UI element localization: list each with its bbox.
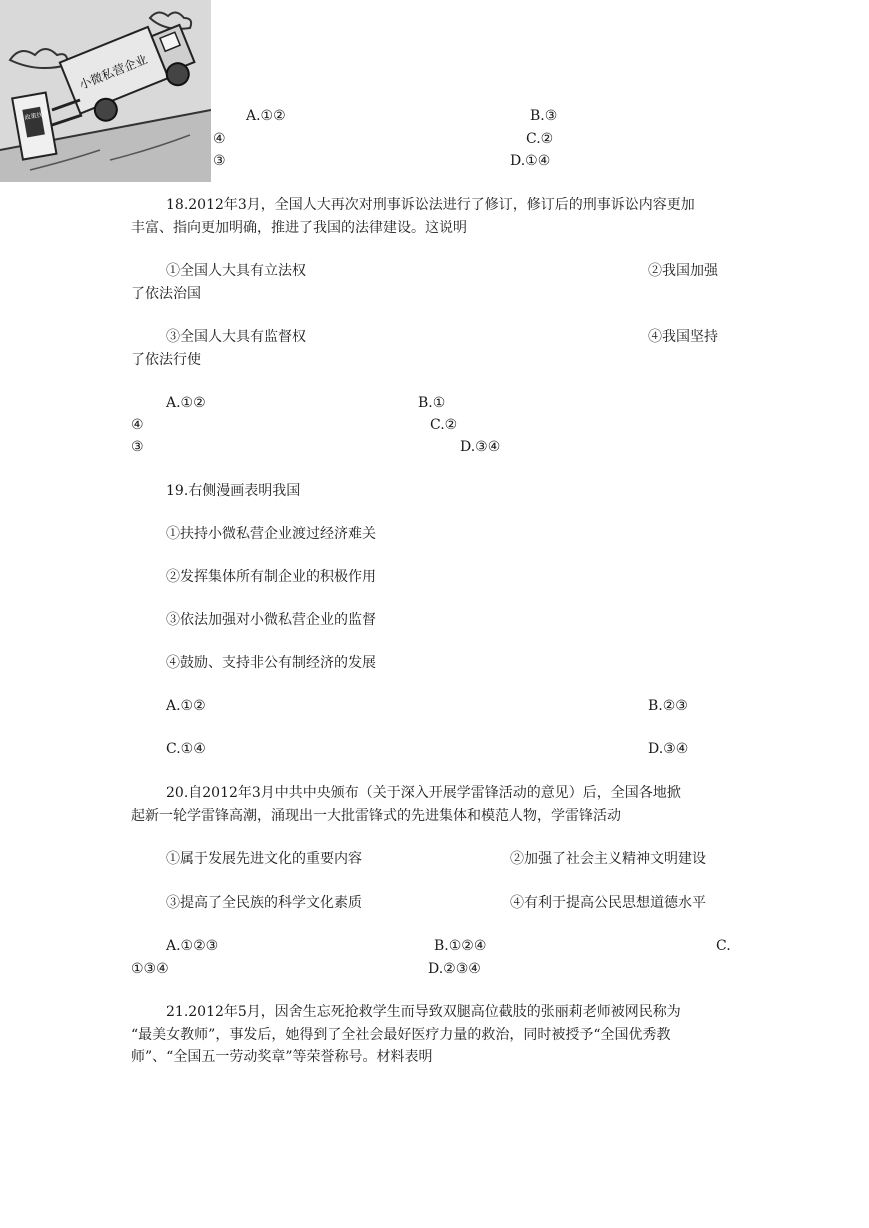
- q18-item-2: ②我国加强: [648, 263, 718, 279]
- q19-item-2: ②发挥集体所有制企业的积极作用: [166, 569, 376, 585]
- q20-item-3: ③提高了全民族的科学文化素质: [166, 895, 362, 911]
- q19-item-1: ①扶持小微私营企业渡过经济难关: [166, 526, 376, 542]
- q20-item-4: ④有利于提高公民思想道德水平: [510, 895, 706, 911]
- q20-item-1: ①属于发展先进文化的重要内容: [166, 851, 362, 867]
- q18-option-b-cont: ④: [131, 417, 144, 433]
- q18-option-c: C.②: [430, 417, 458, 433]
- q20-option-a: A.①②③: [166, 938, 219, 954]
- cartoon-illustration: [0, 0, 211, 182]
- q19-option-c: C.①④: [166, 741, 206, 757]
- q17-option-c: C.②: [526, 131, 554, 147]
- q20-option-c-cont: ①③④: [131, 961, 169, 977]
- q19-option-d: D.③④: [648, 741, 689, 757]
- q21-stem-line1: 21.2012年5月，因舍生忘死抢救学生而导致双腿高位截肢的张丽莉老师被网民称为: [166, 1004, 681, 1020]
- q20-option-c: C.: [716, 938, 731, 954]
- q20-stem-line2: 起新一轮学雷锋高潮，涌现出一大批雷锋式的先进集体和模范人物，学雷锋活动: [131, 808, 621, 824]
- q19-option-b: B.②③: [648, 698, 688, 714]
- q19-option-a: A.①②: [166, 698, 206, 714]
- q20-stem-line1: 20.自2012年3月中共中央颁布（关于深入开展学雷锋活动的意见）后，全国各地掀: [166, 785, 681, 801]
- q20-item-2: ②加强了社会主义精神文明建设: [510, 851, 706, 867]
- q17-option-b-cont: ④: [213, 131, 226, 147]
- box-text: 政策扶持: [24, 110, 50, 122]
- q18-option-c-cont: ③: [131, 439, 144, 455]
- q19-item-4: ④鼓励、支持非公有制经济的发展: [166, 655, 376, 671]
- q17-option-b: B.③: [530, 108, 558, 124]
- q17-option-d: D.①④: [510, 153, 551, 169]
- q18-option-d: D.③④: [460, 439, 501, 455]
- q17-option-c-cont: ③: [213, 153, 226, 169]
- q21-stem-line3: 师”、“全国五一劳动奖章”等荣誉称号。材料表明: [131, 1049, 433, 1065]
- q20-option-d: D.②③④: [428, 961, 481, 977]
- truck-text: 小微私营企业: [77, 52, 150, 93]
- q18-stem-line2: 丰富、指向更加明确，推进了我国的法律建设。这说明: [131, 220, 467, 236]
- q18-item-2-cont: 了依法治国: [131, 286, 201, 302]
- q18-option-b: B.①: [418, 395, 446, 411]
- q20-option-b: B.①②④: [434, 938, 487, 954]
- q17-option-a: A.①②: [246, 108, 286, 124]
- q21-stem-line2: “最美女教师”，事发后，她得到了全社会最好医疗力量的救治，同时被授予“全国优秀教: [131, 1027, 671, 1043]
- q18-item-4-cont: 了依法行使: [131, 352, 201, 368]
- q18-item-4: ④我国坚持: [648, 329, 718, 345]
- q18-item-1: ①全国人大具有立法权: [166, 263, 306, 279]
- q18-option-a: A.①②: [166, 395, 206, 411]
- q19-stem: 19.右侧漫画表明我国: [166, 483, 301, 499]
- q18-stem-line1: 18.2012年3月，全国人大再次对刑事诉讼法进行了修订，修订后的刑事诉讼内容更加: [166, 197, 695, 213]
- q18-item-3: ③全国人大具有监督权: [166, 329, 306, 345]
- cartoon-truck-drawing: [0, 0, 211, 182]
- q19-item-3: ③依法加强对小微私营企业的监督: [166, 612, 376, 628]
